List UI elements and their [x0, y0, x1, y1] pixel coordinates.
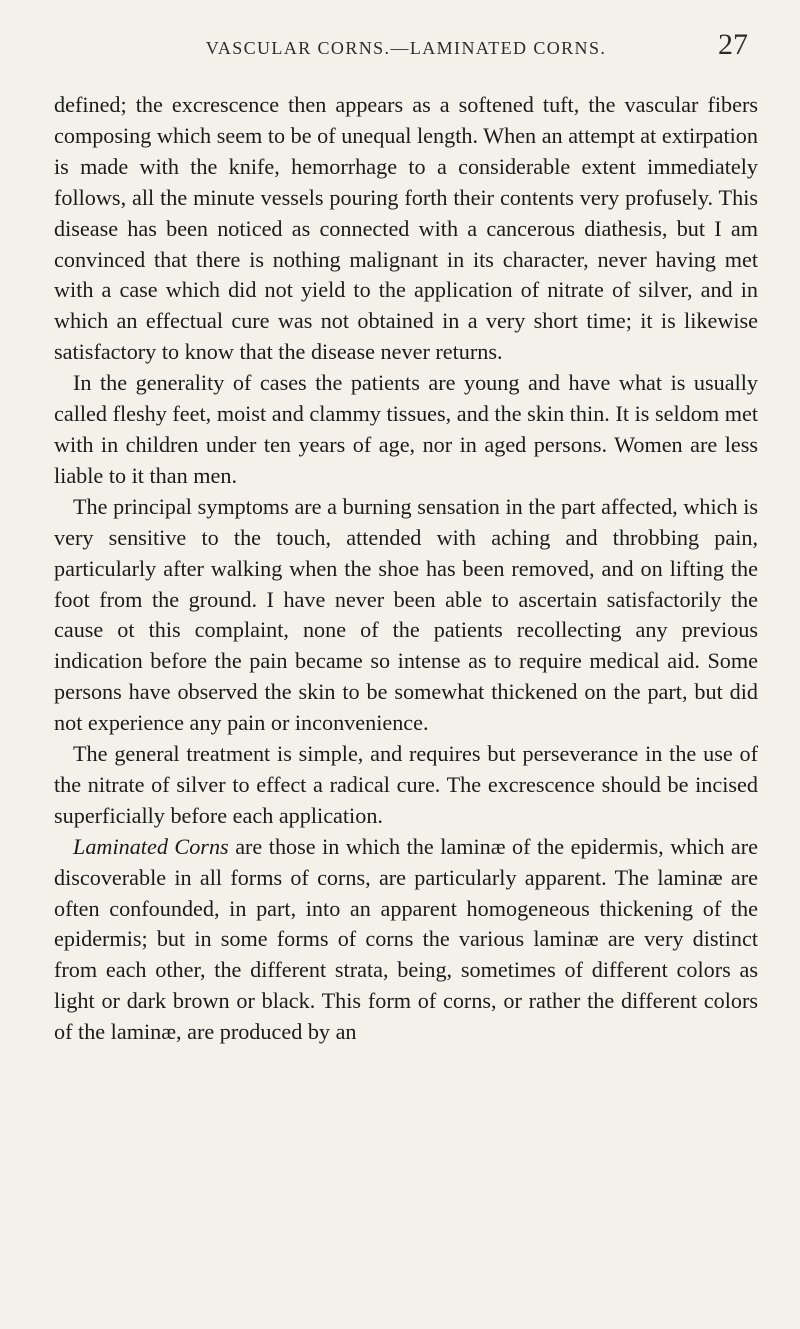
laminated-corns-text: are those in which the laminæ of the epidermis, which are discoverable in all forms of corns, are particularly apparent. The laminæ are often confounded, in part, into an apparent homogeneous thickening of the epidermis; but in some forms of corns the various laminæ are very distinct from each other, the different strata, being, sometimes of different colors as light or dark brown or black. This form of corns, or rather the different colors of the laminæ, are produced by an	[54, 833, 758, 1045]
page-number: 27	[718, 28, 748, 61]
paragraph-2: In the generality of cases the patients are young and have what is usually called fleshy feet, moist and clammy tissues, and the skin thin. It is seldom met with in children under ten years of age, nor in aged persons. Women are less liable to it than men.	[54, 370, 758, 488]
paragraph-3: The principal symptoms are a burning sensation in the part affected, which is very sensitive to the touch, attended with aching and throbbing pain, particularly after walking when the shoe has been removed, and on lifting the foot from the ground. I have never been able to ascertain satisfactorily the cause ot this complaint, none of the patients recollecting any previous indication before the pain became so intense as to require medical aid. Some persons have observed the skin to be somewhat thickened on the part, but did not experience any pain or inconvenience.	[54, 493, 758, 736]
running-title: VASCULAR CORNS.—LAMINATED CORNS.	[205, 38, 607, 58]
term-laminated-corns: Laminated Corns	[73, 833, 229, 859]
paragraph-1: defined; the excrescence then appears as a softened tuft, the vascular fibers composing which seem to be of unequal length. When an attempt at extirpation is made with the knife, hemorrhage to a considerable extent immediately follows, all the minute vessels pouring forth their contents very profusely. This disease has been noticed as connected with a cancerous diathesis, but I am convinced that there is nothing malignant in its character, never having met with a case which did not yield to the application of nitrate of silver, and in which an effectual cure was not obtained in a very short time; it is likewise satisfactory to know that the disease never returns.	[54, 92, 758, 365]
paragraph-4: The general treatment is simple, and requires but perseverance in the use of the nitrate of silver to effect a radical cure. The excrescence should be incised superficially before each application.	[54, 741, 758, 828]
running-head	[54, 28, 758, 90]
paragraph-laminated-corns	[54, 832, 758, 1048]
body-text	[54, 90, 758, 1048]
